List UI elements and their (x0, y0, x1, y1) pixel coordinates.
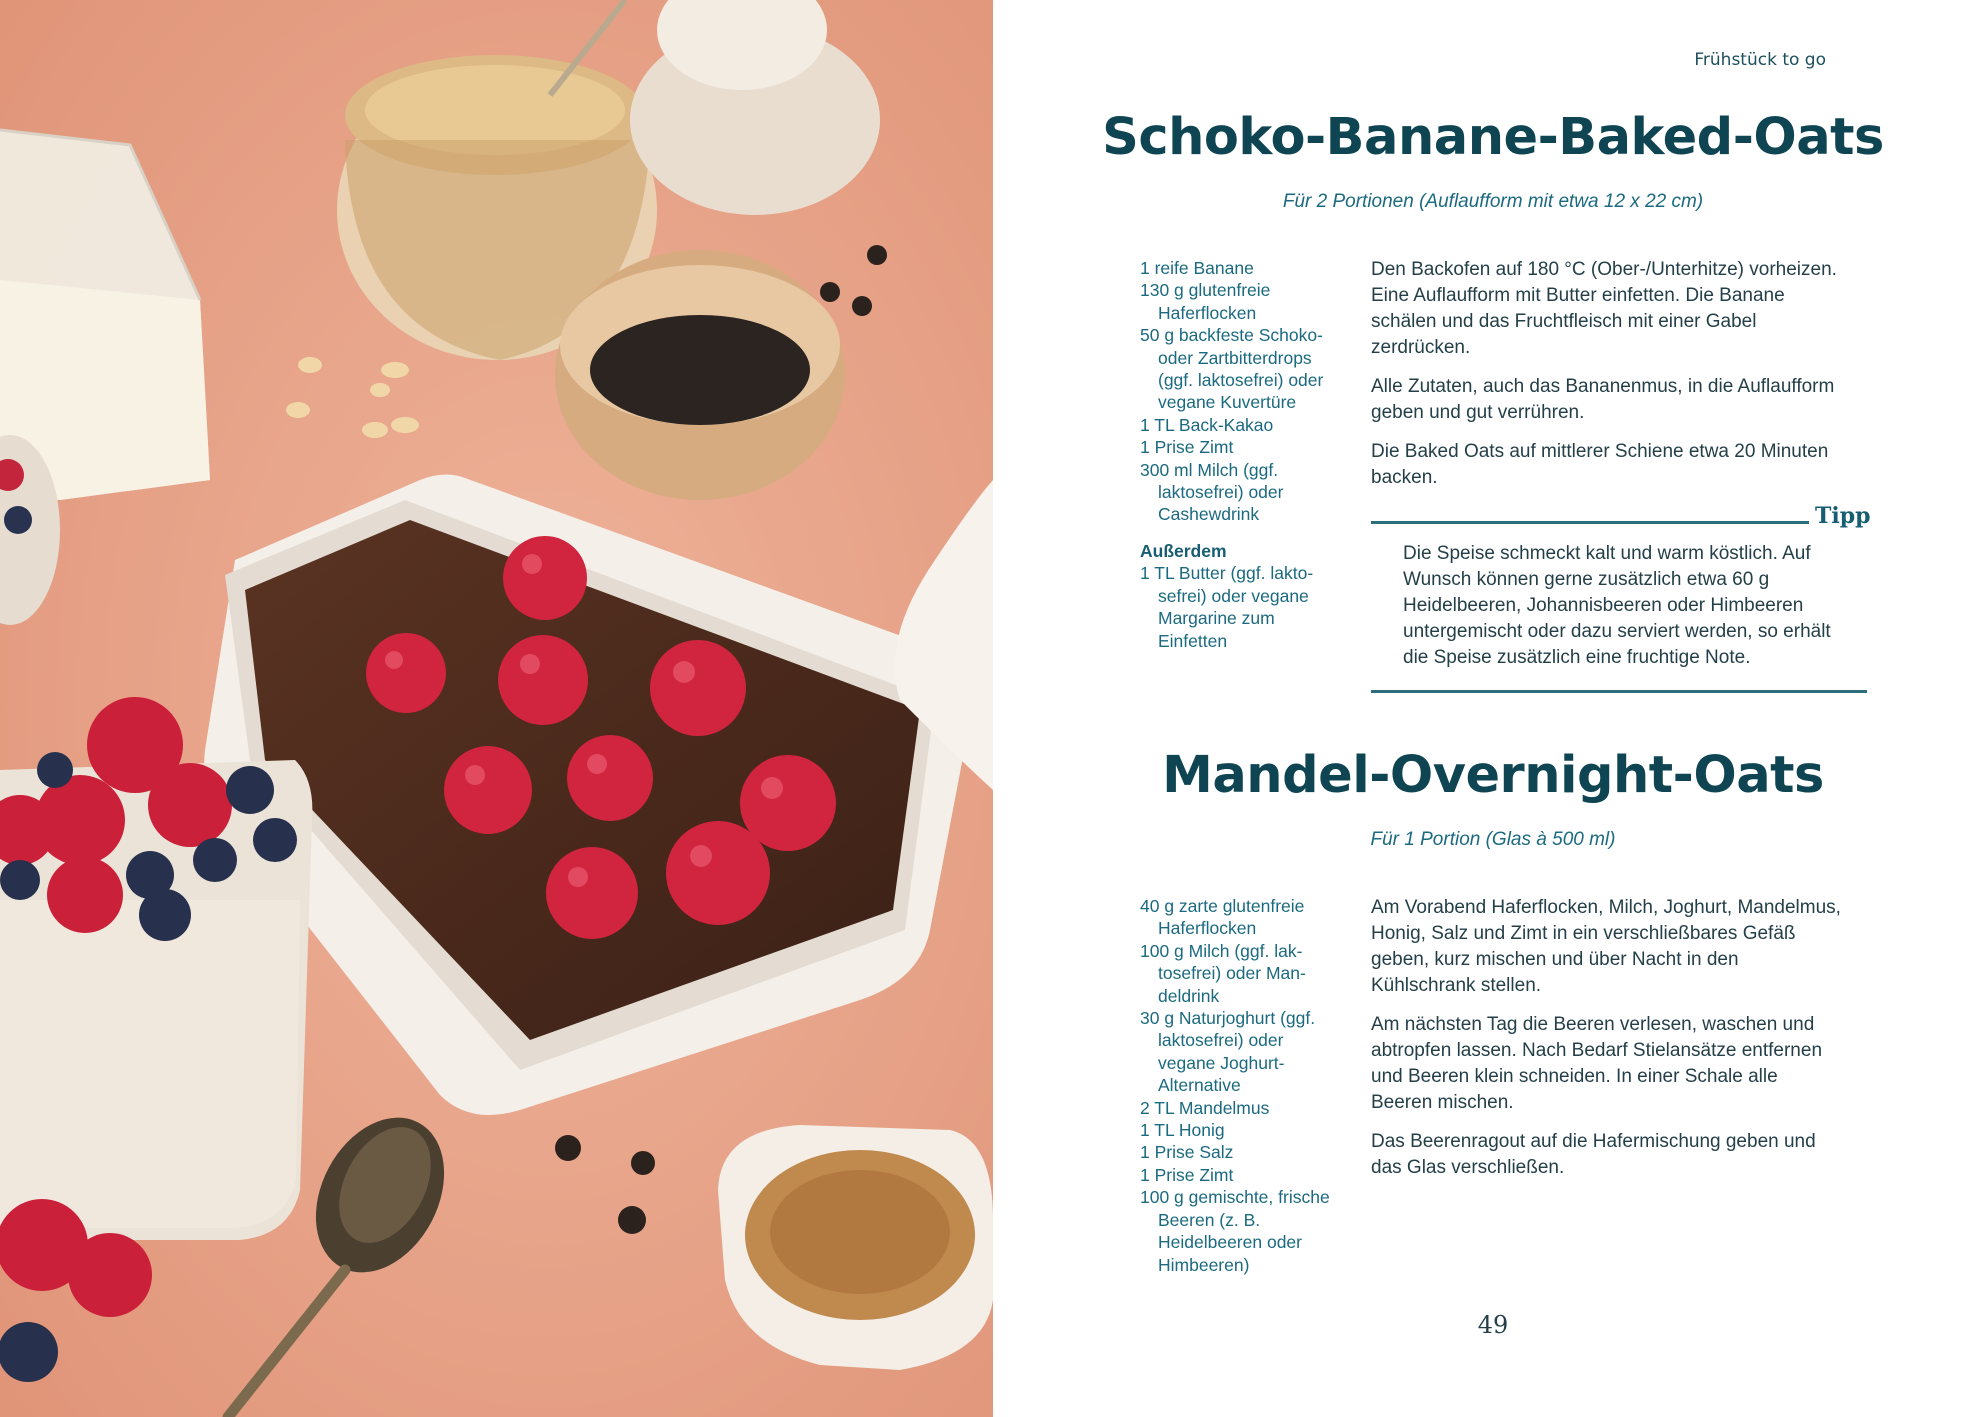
instruction-step: Die Baked Oats auf mittlerer Schiene etwa 20 Minuten backen. (1371, 441, 1829, 488)
instruction-step: Das Beerenragout auf die Hafermischung geben und das Glas verschließen. (1371, 1131, 1816, 1178)
recipe-title: Schoko-Banane-Baked-Oats (1102, 108, 1884, 167)
ingredient-list (1140, 257, 1340, 652)
tip-text: Die Speise schmeckt kalt und warm köstlich. Auf Wunsch können gerne zusätzlich etwa 60 g Heidelbeeren, Johannisbeeren oder Himbeeren untergemischt oder dazu serviert werden, so erhält die Speise zusätzlich eine fruchtige Note. (1403, 543, 1831, 668)
ingredient-item: 1 TL Back-Kakao (1140, 414, 1274, 435)
tip-top-rule (1371, 521, 1809, 524)
ingredient-item: 100 g Milch (ggf. laktosefrei) oder Mandeldrink (1140, 940, 1306, 1006)
ingredient-item: 50 g backfeste Schoko- oder Zartbitterdrops (ggf. laktosefrei) oder vegane Kuvertüre (1140, 325, 1324, 413)
ingredient-item: 130 g glutenfreie Haferflocken (1140, 280, 1271, 323)
ingredient-item: 40 g zarte glutenfreie Haferflocken (1140, 896, 1305, 939)
ingredient-item: 1 Prise Salz (1140, 1142, 1234, 1163)
instruction-list (1371, 257, 1841, 504)
instruction-step: Den Backofen auf 180 °C (Ober-/Unterhitze) vorheizen. Eine Auflaufform mit Butter einfetten. Die Banane schälen und das Fruchtfleisch mit einer Gabel zerdrücken. (1371, 259, 1837, 358)
instruction-step: Am nächsten Tag die Beeren verlesen, waschen und abtropfen lassen. Nach Bedarf Stielansätze entfernen und Beeren klein schneiden. In einer Schale alle Beeren mischen. (1371, 1014, 1823, 1113)
instruction-step: Am Vorabend Haferflocken, Milch, Joghurt, Mandelmus, Honig, Salz und Zimt in ein verschließbares Gefäß geben, kurz mischen und über Nacht in den Kühlschrank stellen. (1371, 897, 1841, 996)
ingredient-item: 30 g Naturjoghurt (ggf. laktosefrei) oder vegane Joghurt-Alternative (1140, 1008, 1316, 1096)
recipe-servings: Für 2 Portionen (Auflaufform mit etwa 12 x 22 cm) (1282, 191, 1704, 212)
tip-bottom-rule (1371, 690, 1867, 693)
ingredient-item: 1 TL Butter (ggf. laktosefrei) oder vegane Margarine zum Einfetten (1140, 563, 1314, 651)
ingredient-item: 1 Prise Zimt (1140, 437, 1234, 458)
overnight-oats-jar (0, 697, 312, 1240)
ingredient-subheading: Außerdem (1140, 540, 1227, 561)
ingredient-item: 1 TL Honig (1140, 1120, 1225, 1141)
recipe-page (993, 0, 1984, 1417)
ingredient-list (1140, 895, 1340, 1276)
page-number: 49 (1477, 1311, 1509, 1339)
chocolate-bowl (555, 250, 845, 500)
almond-butter-bowl (718, 1125, 993, 1370)
instruction-step: Alle Zutaten, auch das Bananenmus, in die Auflaufform geben und gut verrühren. (1371, 376, 1835, 423)
ingredient-item: 300 ml Milch (ggf. laktosefrei) oder Cashewdrink (1140, 459, 1284, 525)
running-head: Frühstück to go (1694, 50, 1826, 70)
ingredient-item: 2 TL Mandelmus (1140, 1097, 1270, 1118)
recipe-servings: Für 1 Portion (Glas à 500 ml) (1370, 829, 1616, 850)
recipe-title: Mandel-Overnight-Oats (1162, 746, 1824, 805)
ingredient-item: 1 Prise Zimt (1140, 1164, 1234, 1185)
ingredient-item: 1 reife Banane (1140, 258, 1254, 278)
tip-label: Tipp (1815, 503, 1871, 529)
instruction-list (1371, 895, 1841, 1194)
ingredient-item: 100 g gemischte, frische Beeren (z. B. Heidelbeeren oder Himbeeren) (1140, 1187, 1330, 1275)
